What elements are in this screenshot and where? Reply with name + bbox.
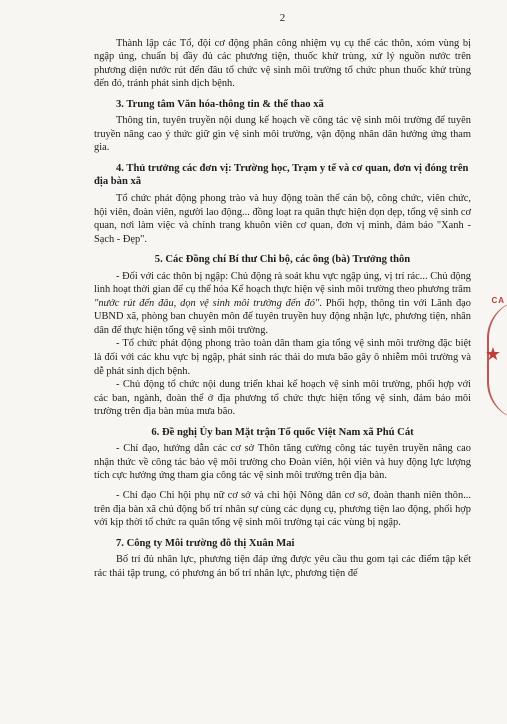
heading-unit-heads: 4. Thủ trưởng các đơn vị: Trường học, Trạm y tế và cơ quan, đơn vị đóng trên địa bàn xã xyxy=(94,162,469,188)
paragraph-flooded-villages-text: - Đối với các thôn bị ngập: Chủ động rà soát khu vực ngập úng, vị trí rác... Chủ động linh hoạt thời gian để cụ thể hóa Kế hoạch thực hiện vệ sinh môi trường theo phương trâm xyxy=(94,270,471,296)
paragraph-culture-center: Thông tin, tuyên truyền nội dung kế hoạch về công tác vệ sinh môi trường để tuyên truyền nâng cao ý thức giữ gìn vệ sinh môi trường, vận động nhân dân hưởng ứng tham gia. xyxy=(94,115,471,154)
slogan-quote: "nước rút đến đâu, dọn vệ sinh môi trường đến đó" xyxy=(94,297,320,309)
paragraph-environment-company: Bố trí đủ nhân lực, phương tiện đáp ứng được yêu cầu thu gom tại các điểm tập kết rác thải tập trung, có phương án bố trí nhân lực, phương tiện để xyxy=(94,554,471,579)
heading-environment-company: 7. Công ty Môi trường đô thị Xuân Mai xyxy=(116,537,295,549)
heading-party-secretaries: 5. Các Đồng chí Bí thư Chi bộ, các ông (bà) Trưởng thôn xyxy=(154,254,411,266)
stamp-text: CA xyxy=(491,296,505,305)
paragraph-campaign: - Tổ chức phát động phong trào toàn dân tham gia tổng vệ sinh môi trường đặc biệt là đối với các khu vực bị ngập, phát sinh rác thải do mưa bão gây ô nhiễm môi trường và dễ phát sinh dịch bệnh. xyxy=(94,338,471,377)
paragraph-mobile-teams: Thành lập các Tổ, đội cơ động phân công nhiệm vụ cụ thể các thôn, xóm vùng bị ngập úng, chuẩn bị đầy đủ các phương tiện, thuốc khử trùng, xử lý nguồn nước trên phương diện nước rút đến đâu tổ chức vệ sinh môi trường tổ chức phun thuốc khử trùng đến đó, tránh phát sinh dịch bệnh. xyxy=(94,37,471,90)
heading-fatherland-front: 6. Đề nghị Ủy ban Mặt trận Tổ quốc Việt Nam xã Phú Cát xyxy=(151,426,414,438)
paragraph-womens-union: - Chỉ đạo Chi hội phụ nữ cơ sở và chi hội Nông dân cơ sở, đoàn thanh niên thôn... trên địa bàn xã chủ động bố trí nhân sự cùng các dụng cụ, phương tiện lao động, phối hợp với kịp thời tổ chức ra quân tổng vệ sinh môi trường tại các vùng bị ngập. xyxy=(94,489,471,529)
paragraph-coordination: - Chủ động tổ chức nội dung triển khai kế hoạch vệ sinh môi trường, phối hợp với các ban, ngành, đoàn thể ở địa phương tổ chức thực hiện tổng vệ sinh, đảm bảo môi trường trên địa bàn mùa mưa bão. xyxy=(94,379,471,418)
paragraph-flooded-villages-rest: . Phối hợp, thông tin với Lãnh đạo UBND xã, phòng ban chuyên môn để tuyên truyền huy động nhận lực, phương tiện, nhân dân để thực hiện tổng vệ sinh môi trường. xyxy=(94,297,471,336)
paragraph-front-guidance: - Chỉ đạo, hướng dẫn các cơ sở Thôn tăng cường công tác tuyên truyền nâng cao nhận thức về công tác bảo vệ môi trường cho Đoàn viên, hội viên và huy động lực lượng tích cực hưởng ứng tham gia công tác vệ sinh môi trường trên địa bàn. xyxy=(94,443,471,482)
paragraph-unit-heads: Tổ chức phát động phong trào và huy động toàn thể cán bộ, công chức, viên chức, hội viên, đoàn viên, người lao động... đồng loạt ra quân thực hiện dọn dẹp, tổng vệ sinh cơ quan, nơi làm việc và chỉnh trang khuôn viên cơ quan, đơn vị mình, đảm bảo "Xanh - Sạch - Đẹp". xyxy=(94,193,471,245)
paragraph-flooded-villages xyxy=(94,270,471,338)
heading-culture-center: 3. Trung tâm Văn hóa-thông tin & thể thao xã xyxy=(116,98,324,110)
page-number: 2 xyxy=(279,12,286,24)
stamp-star-icon: ★ xyxy=(484,344,501,364)
